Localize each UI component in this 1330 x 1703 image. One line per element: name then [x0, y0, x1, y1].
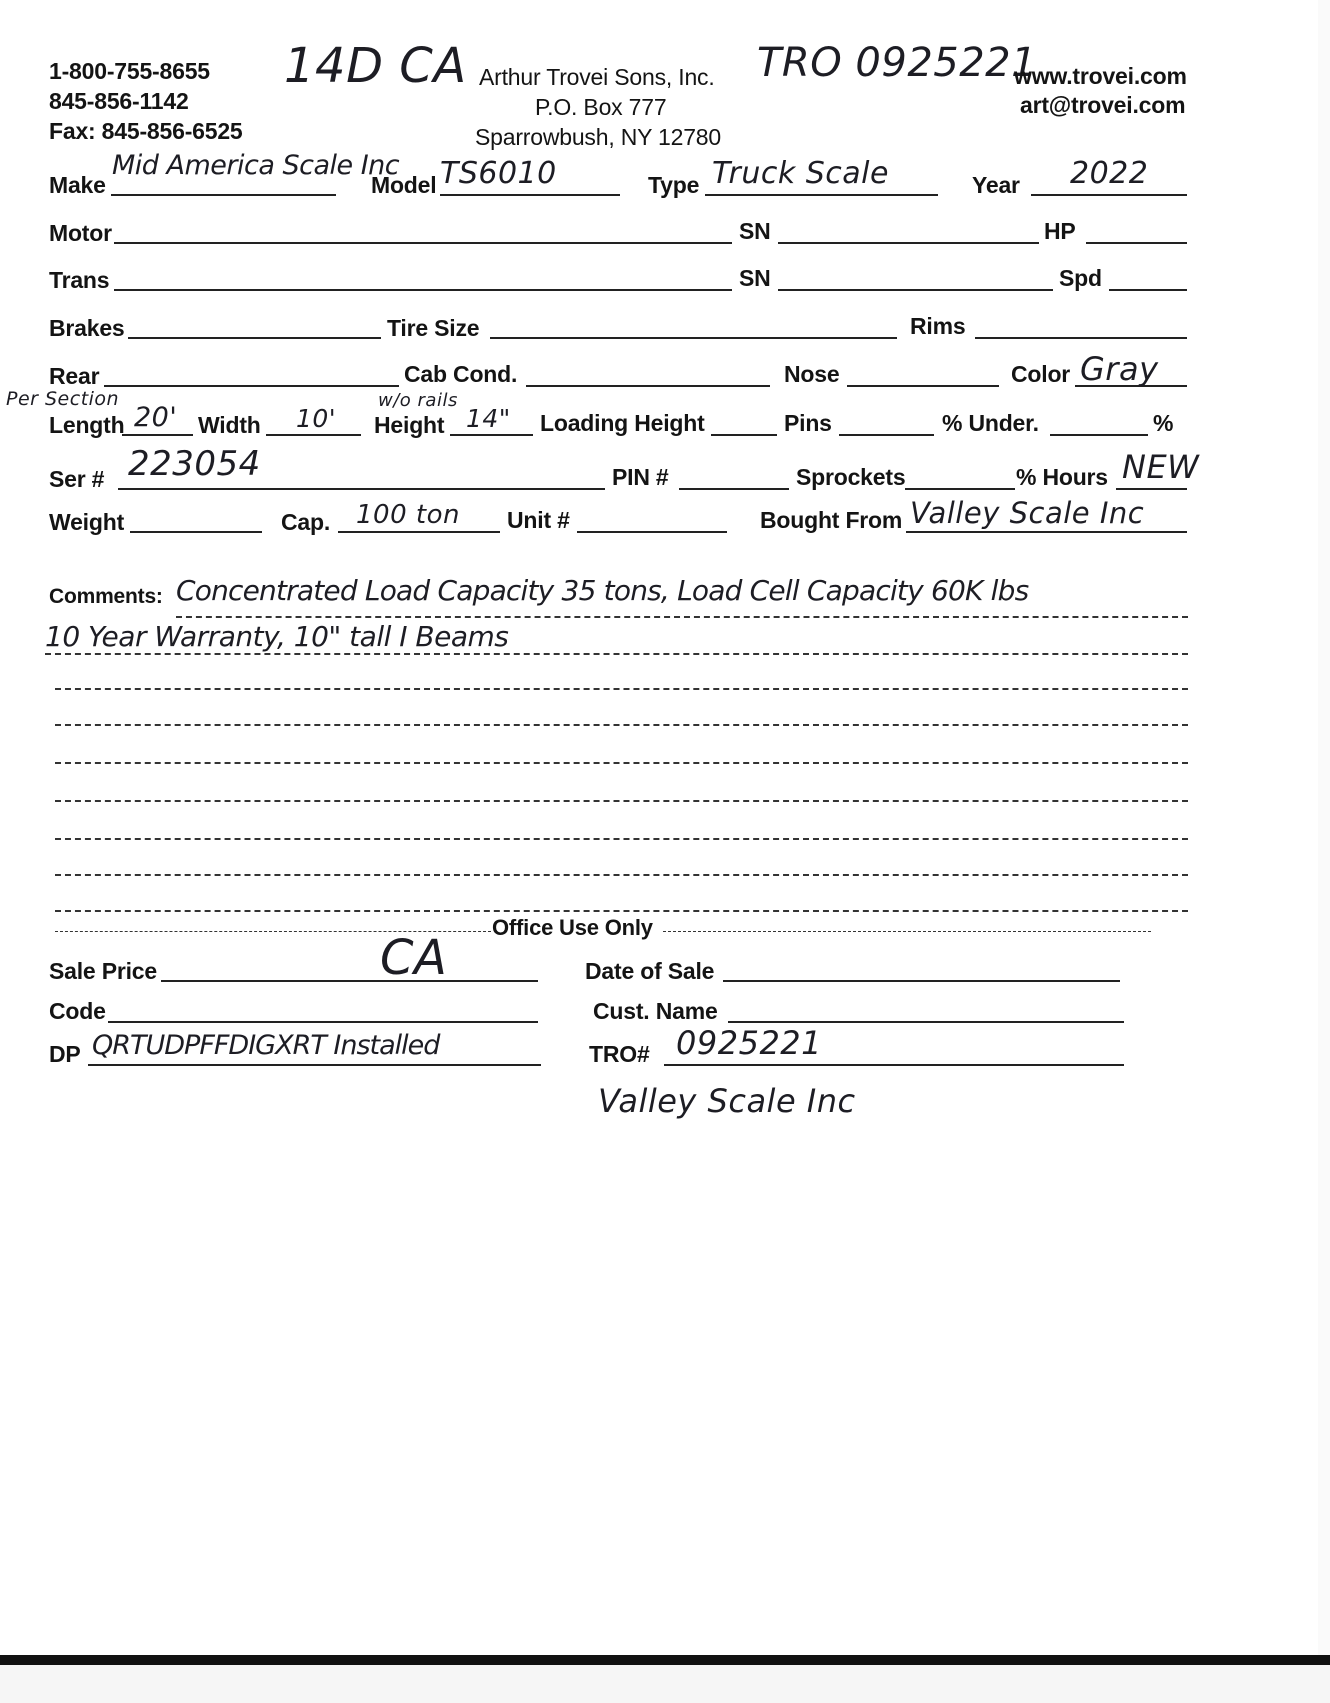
length-line [122, 434, 193, 436]
email: art@trovei.com [1020, 92, 1186, 118]
hp-line [1086, 242, 1187, 244]
comment-line [55, 838, 1188, 840]
unit-line [577, 531, 727, 533]
length-label: Length [49, 412, 125, 438]
pct-under-label: % Under. [942, 410, 1039, 436]
loading-height-label: Loading Height [540, 410, 705, 436]
sprockets-label: Sprockets [796, 464, 906, 490]
scan-edge [1318, 0, 1330, 1655]
spd-label: Spd [1059, 265, 1102, 291]
pct-hours-line [1116, 488, 1187, 490]
ser-label: Ser # [49, 466, 105, 492]
date-of-sale-label: Date of Sale [585, 958, 715, 984]
loading-height-line [711, 434, 777, 436]
width-value: 10' [296, 404, 337, 433]
sprockets-line [905, 488, 1015, 490]
hp-label: HP [1044, 218, 1076, 244]
nose-label: Nose [784, 361, 840, 387]
comment-line [45, 653, 1188, 655]
comments-label: Comments: [49, 585, 163, 608]
comments-line-1: Concentrated Load Capacity 35 tons, Load Cell Capacity 60K lbs [176, 574, 1029, 607]
pct-hours-label: % Hours [1016, 464, 1108, 490]
pin-line [679, 488, 789, 490]
weight-line [130, 531, 262, 533]
model-line [440, 194, 620, 196]
office-divider-right [663, 931, 1151, 932]
pct-symbol: % [1153, 410, 1174, 436]
model-value: TS6010 [440, 156, 557, 191]
color-value: Gray [1080, 350, 1159, 388]
company-city: Sparrowbush, NY 12780 [475, 124, 721, 150]
year-label: Year [972, 172, 1020, 198]
cap-line [338, 531, 500, 533]
trans-label: Trans [49, 267, 110, 293]
length-note: Per Section [6, 388, 120, 410]
pct-under-line [1050, 434, 1148, 436]
ser-line [118, 488, 605, 490]
rims-line [975, 337, 1187, 339]
type-line [705, 194, 938, 196]
bought-from-value: Valley Scale Inc [910, 496, 1145, 530]
trans-line [114, 289, 732, 291]
comment-line [55, 910, 1188, 912]
company-po-box: P.O. Box 777 [535, 94, 667, 120]
rims-label: Rims [910, 313, 966, 339]
motor-sn-line [778, 242, 1039, 244]
weight-label: Weight [49, 509, 125, 535]
phone-2: 845-856-1142 [49, 88, 189, 114]
fax-number: Fax: 845-856-6525 [49, 118, 243, 144]
type-value: Truck Scale [712, 156, 889, 191]
width-line [266, 434, 361, 436]
dp-value: QRTUDPFFDIGXRT Installed [92, 1030, 440, 1061]
comment-line [55, 762, 1188, 764]
make-line [111, 194, 336, 196]
code-line [108, 1021, 538, 1023]
motor-line [114, 242, 732, 244]
handwritten-code: 14D CA [284, 38, 467, 94]
width-label: Width [198, 412, 261, 438]
comment-line [55, 874, 1188, 876]
cab-cond-label: Cab Cond. [404, 361, 518, 387]
tro-value: 0925221 [676, 1024, 823, 1062]
website: www.trovei.com [1014, 63, 1187, 89]
make-value: Mid America Scale Inc [112, 150, 400, 181]
year-line [1031, 194, 1187, 196]
color-label: Color [1011, 361, 1071, 387]
model-label: Model [371, 172, 437, 198]
make-label: Make [49, 172, 106, 198]
spd-line [1109, 289, 1187, 291]
nose-line [847, 385, 999, 387]
rear-line [104, 385, 399, 387]
tire-size-line [490, 337, 897, 339]
cab-cond-line [526, 385, 770, 387]
type-label: Type [648, 172, 700, 198]
dp-line [88, 1064, 541, 1066]
bought-from-label: Bought From [760, 507, 903, 533]
cust-name-line [728, 1021, 1124, 1023]
trans-sn-label: SN [739, 265, 771, 291]
rear-label: Rear [49, 363, 100, 389]
comment-line [55, 688, 1188, 690]
phone-1: 1-800-755-8655 [49, 58, 210, 84]
comments-line-2: 10 Year Warranty, 10" tall I Beams [45, 620, 509, 653]
motor-label: Motor [49, 220, 112, 246]
height-note: w/o rails [378, 390, 458, 411]
date-of-sale-line [723, 980, 1120, 982]
pct-hours-value: NEW [1122, 448, 1200, 486]
ser-value: 223054 [128, 444, 261, 484]
unit-label: Unit # [507, 507, 570, 533]
handwritten-tro: TRO 0925221 [757, 40, 1038, 86]
code-label: Code [49, 998, 106, 1024]
brakes-line [128, 337, 381, 339]
company-name: Arthur Trovei Sons, Inc. [479, 64, 715, 90]
tire-size-label: Tire Size [387, 315, 480, 341]
year-value: 2022 [1070, 156, 1149, 191]
comment-line [55, 800, 1188, 802]
tro-note: Valley Scale Inc [598, 1082, 856, 1120]
height-value: 14" [466, 404, 511, 433]
pins-line [839, 434, 934, 436]
sale-price-value: CA [380, 930, 448, 986]
motor-sn-label: SN [739, 218, 771, 244]
tro-line [664, 1064, 1124, 1066]
bought-from-line [906, 531, 1187, 533]
sale-price-line [161, 980, 538, 982]
pins-label: Pins [784, 410, 832, 436]
height-line [450, 434, 533, 436]
height-label: Height [374, 412, 445, 438]
cust-name-label: Cust. Name [593, 998, 718, 1024]
dp-label: DP [49, 1041, 81, 1067]
cap-value: 100 ton [356, 500, 460, 530]
trans-sn-line [778, 289, 1053, 291]
brakes-label: Brakes [49, 315, 125, 341]
sale-price-label: Sale Price [49, 958, 157, 984]
cap-label: Cap. [281, 509, 331, 535]
scan-bottom-margin [0, 1665, 1330, 1703]
tro-label: TRO# [589, 1041, 650, 1067]
office-use-title: Office Use Only [492, 915, 653, 940]
length-value: 20' [134, 402, 178, 433]
pin-label: PIN # [612, 464, 669, 490]
comment-line [176, 616, 1188, 618]
scan-bottom-bar [0, 1655, 1330, 1665]
comment-line [55, 724, 1188, 726]
